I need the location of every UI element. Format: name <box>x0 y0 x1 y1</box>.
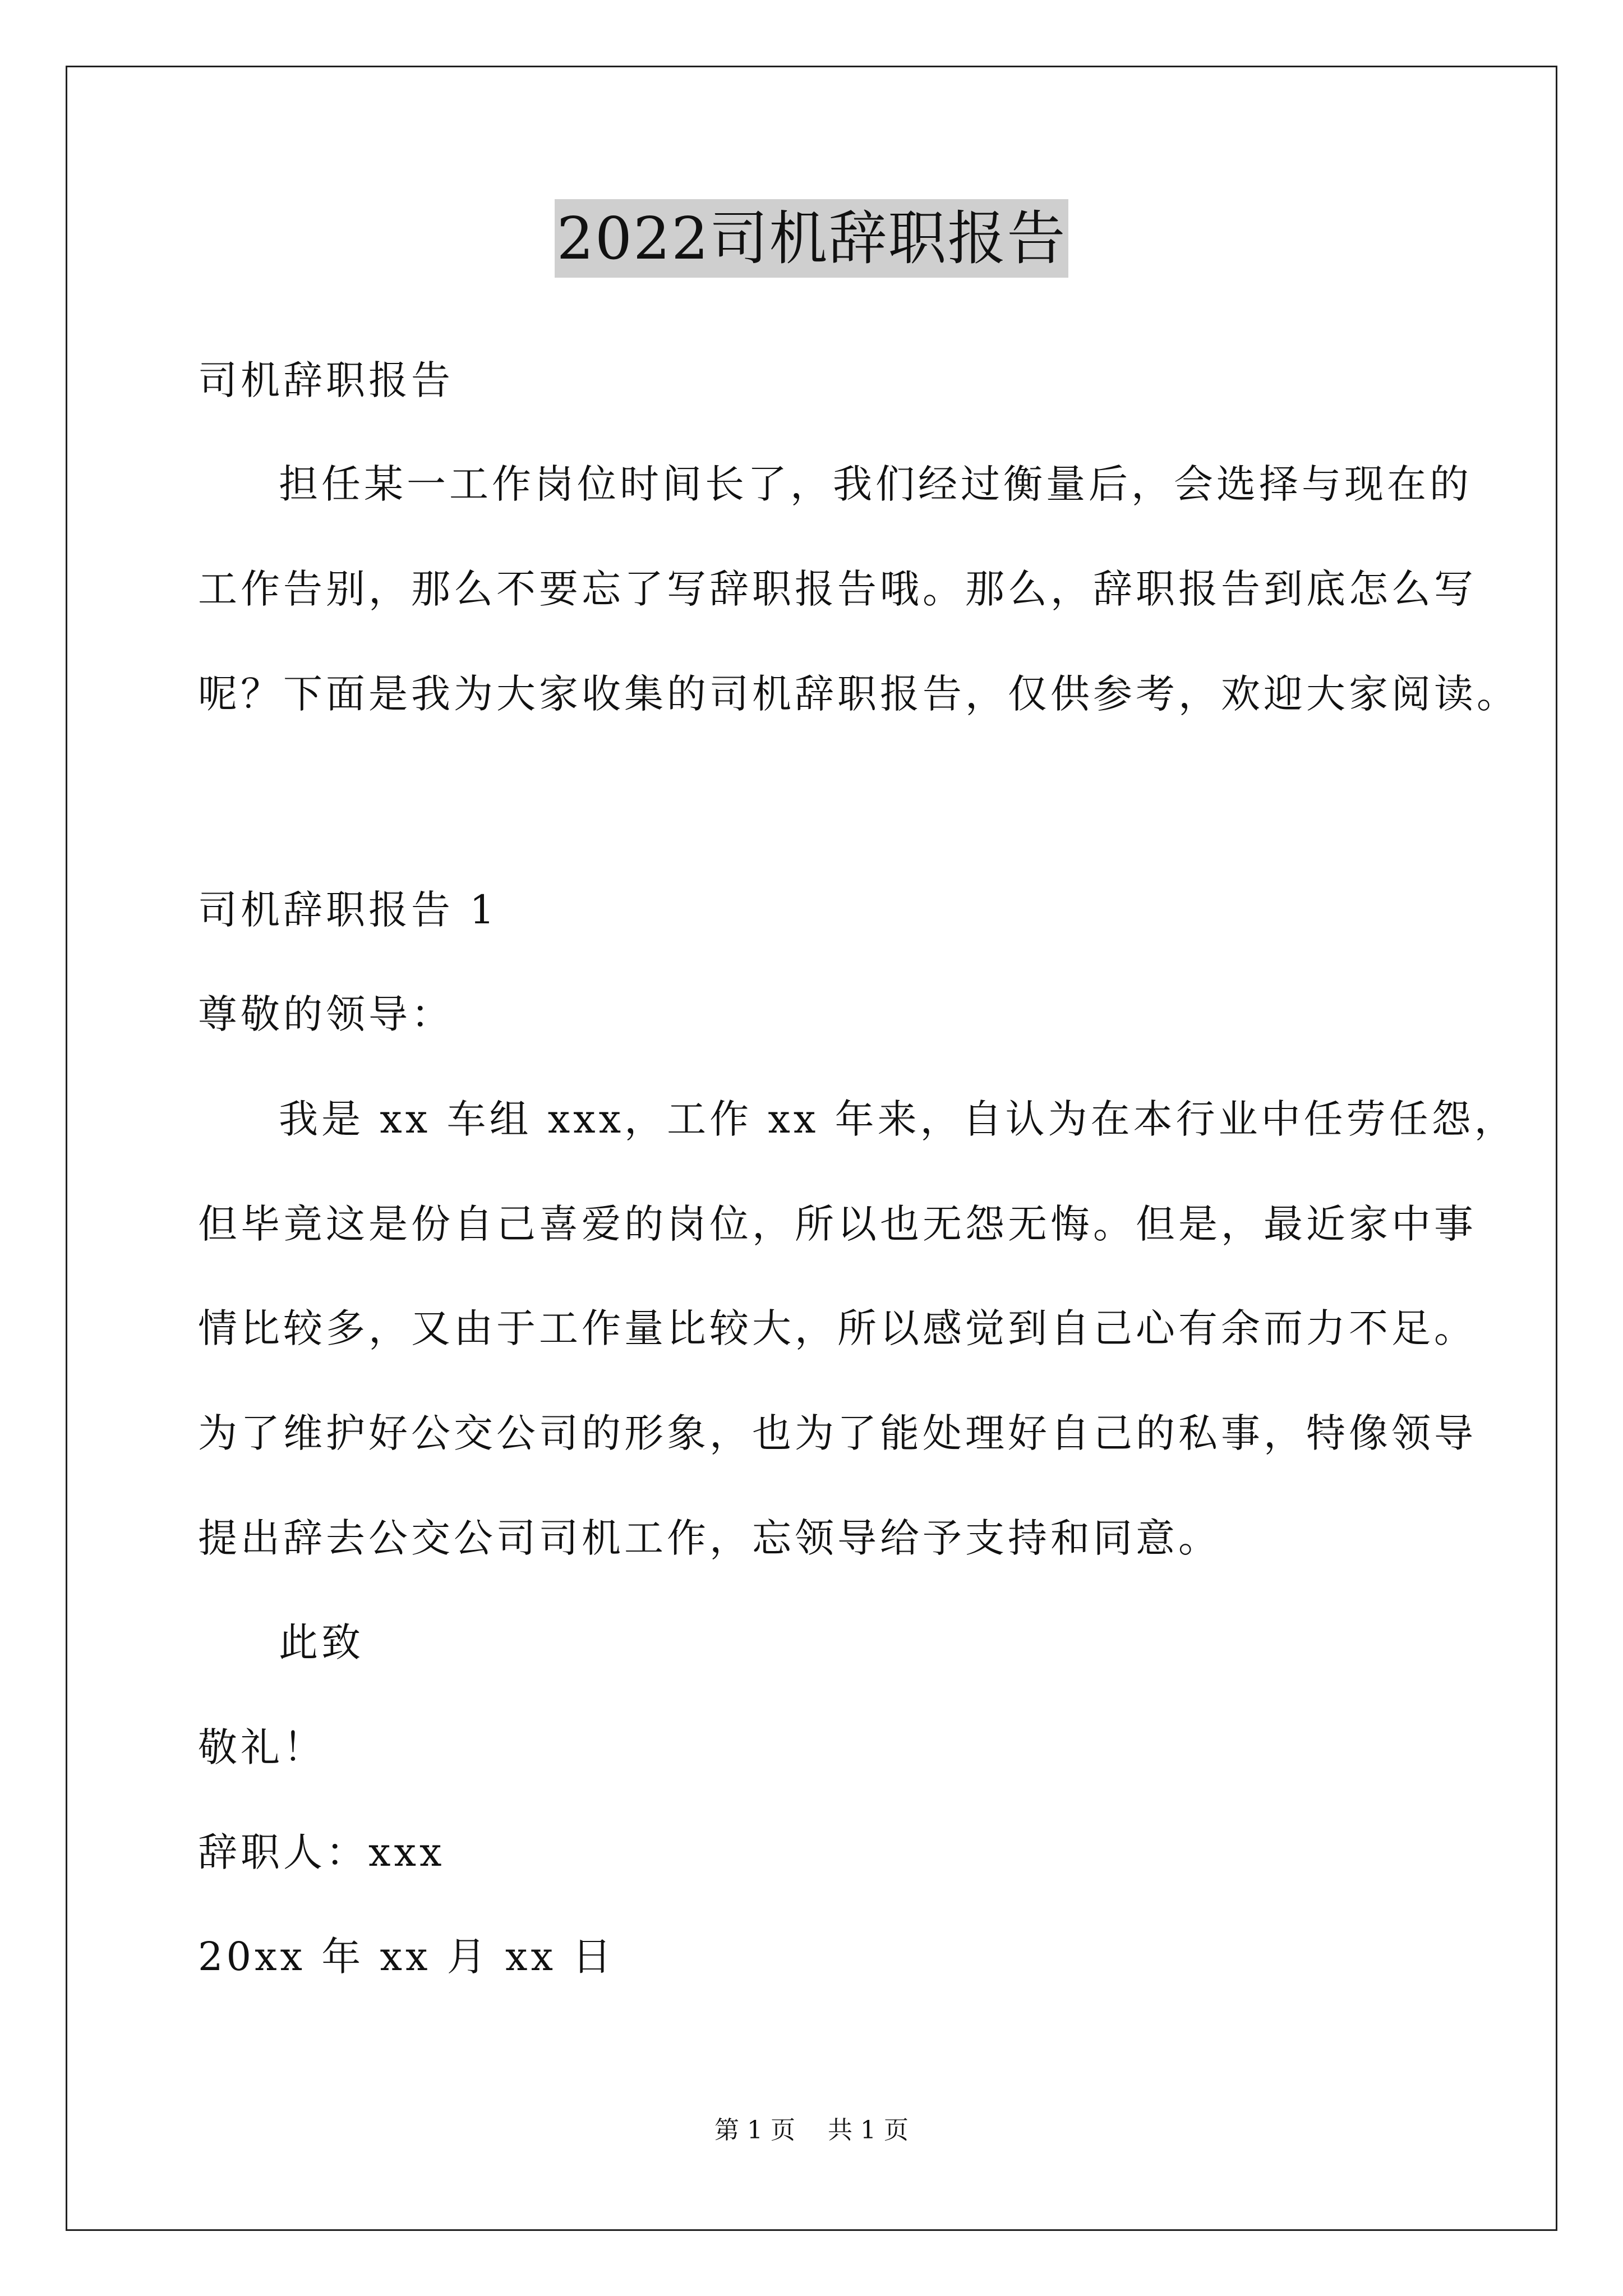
body-line-5: 提出辞去公交公司司机工作，忘领导给予支持和同意。 <box>198 1515 1221 1561</box>
body-line-3: 情比较多，又由于工作量比较大，所以感觉到自己心有余而力不足。 <box>198 1305 1477 1351</box>
section-heading: 司机辞职报告 1 <box>198 887 498 933</box>
closing-line-2: 敬礼！ <box>198 1724 326 1770</box>
document-subtitle: 司机辞职报告 <box>198 357 454 403</box>
body-line-1: 我是 xx 车组 xxx，工作 xx 年来，自认为在本行业中任劳任怨， <box>279 1096 1517 1142</box>
page-footer <box>0 2114 1623 2147</box>
intro-line-3: 呢？下面是我为大家收集的司机辞职报告，仅供参考，欢迎大家阅读。 <box>198 671 1519 717</box>
document-title: 2022司机辞职报告 <box>555 199 1069 278</box>
date: 20xx 年 xx 月 xx 日 <box>198 1934 615 1980</box>
body-line-4: 为了维护好公交公司的形象，也为了能处理好自己的私事，特像领导 <box>198 1410 1477 1456</box>
signature: 辞职人：xxx <box>198 1829 445 1875</box>
page-number-total: 共 1 页 <box>828 2116 909 2145</box>
salutation: 尊敬的领导： <box>198 991 454 1037</box>
closing-line-1: 此致 <box>279 1619 364 1665</box>
body-line-2: 但毕竟这是份自己喜爱的岗位，所以也无怨无悔。但是，最近家中事 <box>198 1201 1477 1247</box>
intro-line-2: 工作告别，那么不要忘了写辞职报告哦。那么，辞职报告到底怎么写 <box>198 566 1477 612</box>
page-number-current: 第 1 页 <box>714 2116 795 2145</box>
title-container <box>0 199 1623 278</box>
intro-line-1: 担任某一工作岗位时间长了，我们经过衡量后，会选择与现在的 <box>279 461 1472 507</box>
